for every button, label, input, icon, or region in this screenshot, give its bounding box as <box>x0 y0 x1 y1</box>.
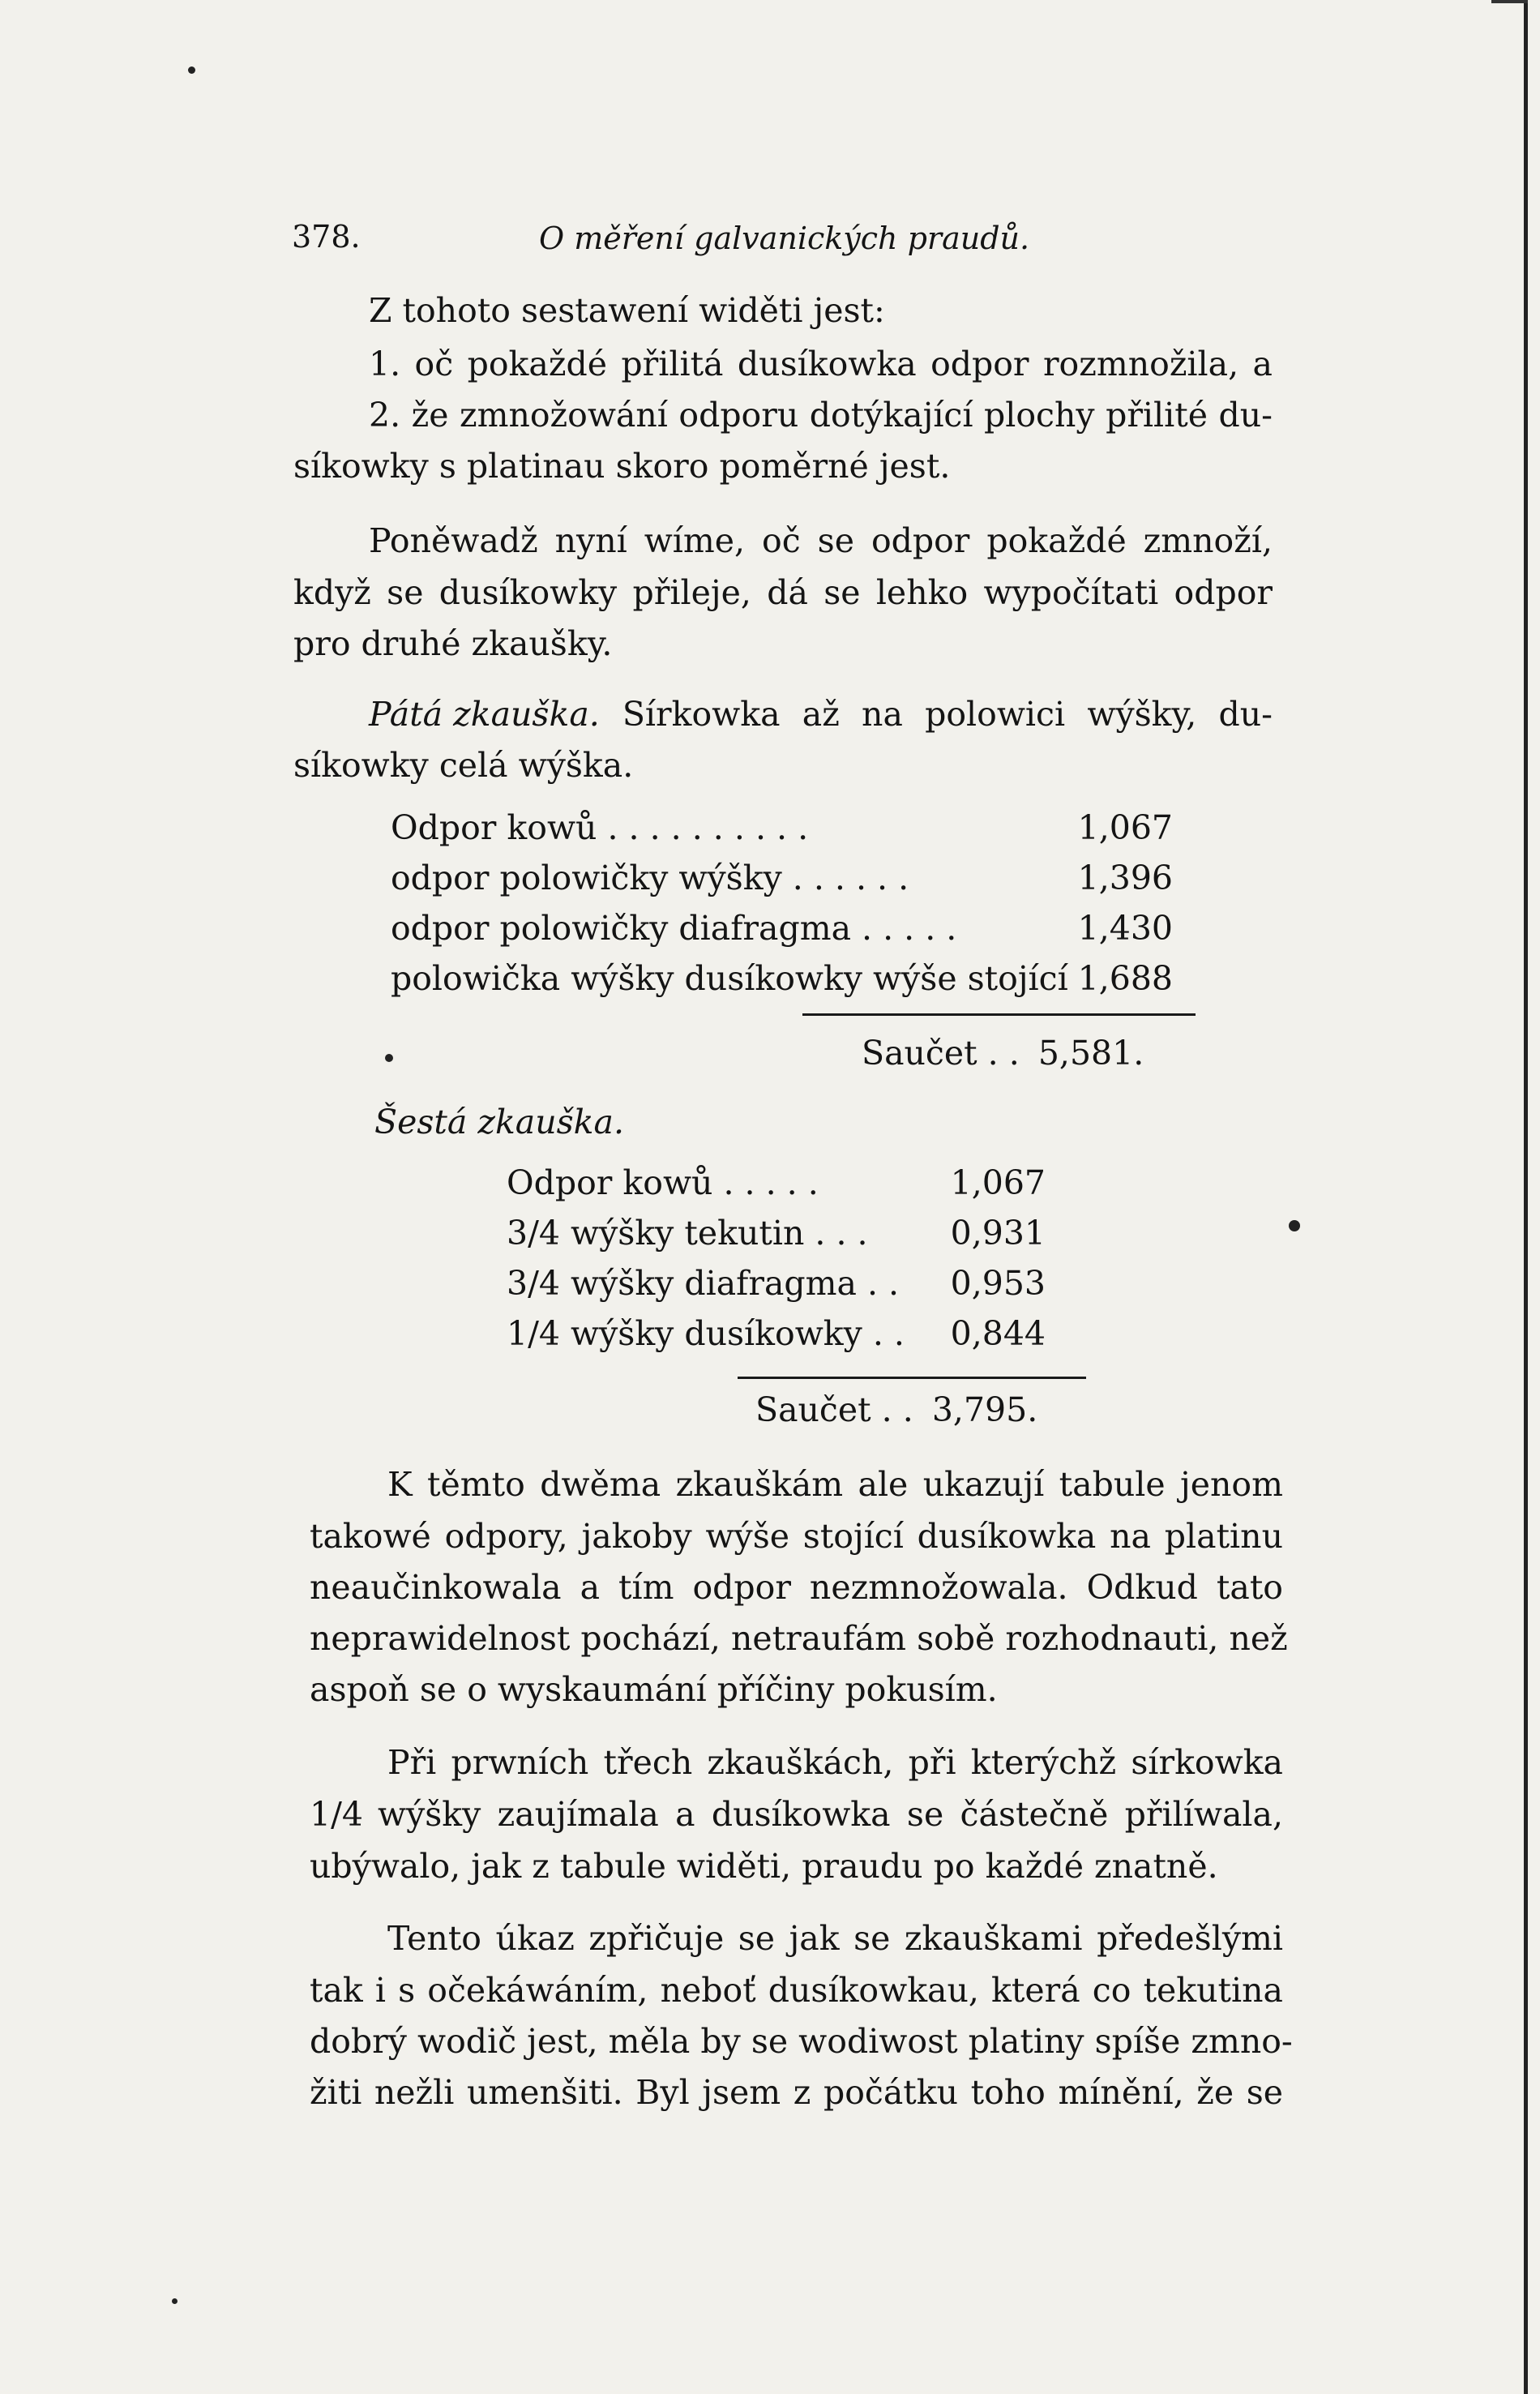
text-line: Tento úkaz zpřičuje se jak se zkauškami předešlými <box>387 1919 1283 1958</box>
para3-first <box>387 1459 1283 1510</box>
row-label-text: wýšky dusíkowky . . <box>571 1314 905 1353</box>
row-label <box>507 1208 868 1258</box>
table-row <box>391 953 1173 1004</box>
text-line: Při prwních třech zkauškách, při kterýchž sírkowka <box>387 1743 1283 1782</box>
para3-rest <box>310 1511 1288 1715</box>
text-line: 1. oč pokaždé přilitá dusíkowka odpor rozmnožila, a <box>369 345 1273 383</box>
row-value: 0,931 <box>950 1214 1046 1253</box>
row-label: Odpor kowů . . . . . <box>507 1163 819 1202</box>
intro-list <box>369 339 1273 441</box>
para5-first <box>387 1913 1283 1964</box>
table-row <box>507 1258 1046 1308</box>
table-row <box>507 1158 1046 1208</box>
table-row <box>391 803 1173 853</box>
row-value: 0,953 <box>950 1264 1046 1303</box>
text-line: když se dusíkowky přileje, dá se lehko wypočítati odpor <box>293 573 1273 612</box>
row-label: polowička wýšky dusíkowky wýše stojící <box>391 959 1068 998</box>
text-line: pro druhé zkaušky. <box>293 624 613 663</box>
text-line: takowé odpory, jakoby wýše stojící dusíkowka na platinu <box>310 1517 1283 1556</box>
sixth-sum <box>755 1390 1037 1429</box>
intro-last-line <box>293 441 1273 492</box>
row-value: 1,688 <box>1077 959 1173 998</box>
text-line <box>369 689 1273 740</box>
text-line <box>310 1789 1283 1840</box>
text-line: tak i s očekáwáním, neboť dusíkowkau, která co tekutina <box>310 1971 1283 2010</box>
fraction: 3/4 <box>507 1264 560 1303</box>
text-line: Poněwadž nyní wíme, oč se odpor pokaždé zmnoží, <box>369 521 1273 560</box>
sum-label: Saučet . . <box>755 1390 913 1429</box>
running-title: O měření galvanických praudů. <box>539 221 1030 256</box>
text-line: ubýwalo, jak z tabule widěti, praudu po každé znatně. <box>310 1847 1218 1886</box>
row-value: 1,396 <box>1077 859 1173 897</box>
ink-speck <box>172 2298 178 2304</box>
text-line: aspoň se o wyskaumání příčiny pokusím. <box>310 1670 998 1709</box>
row-value: 1,067 <box>950 1163 1046 1202</box>
fifth-line1-rest: Sírkowka až na polowici wýšky, du- <box>622 695 1273 734</box>
sum-rule <box>802 1013 1196 1016</box>
fifth-heading: Pátá zkauška. <box>369 695 600 734</box>
fraction: 3/4 <box>507 1214 560 1253</box>
row-value: 1,067 <box>1077 808 1173 847</box>
para4-third <box>310 1841 1283 1892</box>
row-label-text: wýšky tekutin . . . <box>571 1214 868 1253</box>
sum-value: 3,795. <box>931 1390 1038 1429</box>
page-edge-shadow <box>1524 0 1528 2394</box>
sixth-heading: Šestá zkauška. <box>374 1103 625 1141</box>
text-line: síkowky celá wýška. <box>293 746 634 785</box>
text-line: neprawidelnost pochází, netraufám sobě rozhodnauti, než <box>310 1619 1288 1658</box>
row-value: 0,844 <box>950 1314 1046 1353</box>
sum-rule <box>738 1377 1086 1379</box>
row-label: Odpor kowů . . . . . . . . . . <box>391 808 809 847</box>
text-line: síkowky s platinau skoro poměrné jest. <box>293 447 951 486</box>
row-label: odpor polowičky wýšky . . . . . . <box>391 859 909 897</box>
fraction: 1/4 <box>507 1314 560 1353</box>
running-header <box>292 219 1264 259</box>
table-row <box>507 1308 1046 1359</box>
text-line: neaučinkowala a tím odpor nezmnožowala. Odkud tato <box>310 1568 1283 1607</box>
text-line: žiti nežli umenšiti. Byl jsem z počátku toho mínění, že se <box>310 2073 1283 2112</box>
text-line: K těmto dwěma zkauškám ale ukazují tabule jenom <box>387 1465 1283 1504</box>
table-row <box>391 853 1173 903</box>
intro-first-line <box>369 285 1273 336</box>
para4-second <box>310 1789 1283 1840</box>
table-row <box>391 903 1173 953</box>
row-label: odpor polowičky diafragma . . . . . <box>391 909 957 948</box>
para5-rest <box>310 1965 1293 2118</box>
text-line: dobrý wodič jest, měla by se wodiwost platiny spíše zmno- <box>310 2022 1293 2061</box>
ink-speck <box>1289 1220 1300 1231</box>
text-line: 2. že zmnožowání odporu dotýkající plochy přilité du- <box>369 396 1273 435</box>
line-text: wýšky zaujímala a dusíkowka se částečně přilíwala, <box>377 1795 1283 1834</box>
para4-first <box>387 1737 1283 1788</box>
fifth-table <box>391 803 1201 1013</box>
text-line: Z tohoto sestawení widěti jest: <box>369 291 885 330</box>
fraction: 1/4 <box>310 1795 363 1834</box>
fifth-sum <box>862 1034 1144 1073</box>
row-label <box>507 1258 899 1308</box>
page-corner-mark <box>1491 0 1528 3</box>
row-label-text: wýšky diafragma . . <box>571 1264 900 1303</box>
ink-speck <box>188 66 195 74</box>
row-label <box>507 1308 905 1359</box>
row-value: 1,430 <box>1077 909 1173 948</box>
para2-rest <box>293 567 1273 670</box>
fifth-intro-line1 <box>369 689 1273 740</box>
sum-value: 5,581. <box>1037 1034 1144 1073</box>
sum-label: Saučet . . <box>862 1034 1020 1073</box>
fifth-intro-line2 <box>293 740 1273 791</box>
table-row <box>507 1208 1046 1258</box>
page-number: 378. <box>292 219 361 255</box>
ink-speck <box>385 1054 393 1062</box>
sixth-table <box>507 1158 1074 1368</box>
para2-first <box>369 516 1273 567</box>
